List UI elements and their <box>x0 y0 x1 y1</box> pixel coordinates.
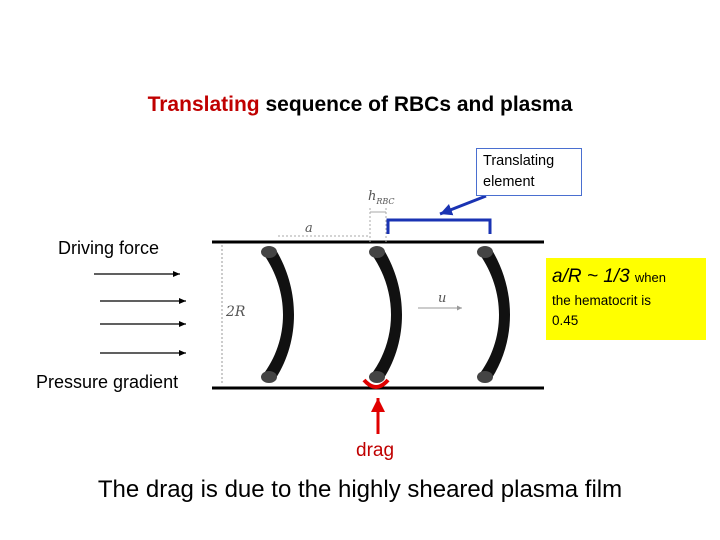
red-blood-cell-3 <box>477 246 510 383</box>
ratio-line3: 0.45 <box>552 313 579 328</box>
translating-element-label <box>476 148 582 196</box>
ratio-line2: the hematocrit is <box>552 293 652 308</box>
cell-thickness-label: $h_{RBC}$ <box>368 189 395 206</box>
drag-label: drag <box>356 440 395 461</box>
translating-element-pointer <box>440 196 486 214</box>
slide-caption: The drag is due to the highly sheared plasma film <box>97 476 623 503</box>
translating-element-line2: element <box>483 174 535 190</box>
spacing-label: a <box>305 221 313 236</box>
title-highlight: Translating <box>147 93 260 116</box>
velocity-label: u <box>438 291 447 306</box>
red-blood-cell-2 <box>369 246 402 383</box>
pressure-gradient-label: Pressure gradient <box>36 372 179 392</box>
ratio-expression: a/R ~ 1/3 <box>552 266 630 287</box>
ratio-note <box>546 258 706 340</box>
ratio-when: when <box>634 270 666 285</box>
diameter-label: 2R <box>226 304 246 320</box>
red-blood-cell-1 <box>261 246 294 383</box>
translating-element-line1: Translating <box>483 153 555 169</box>
ratio-line1 <box>552 264 700 291</box>
driving-force-label: Driving force <box>58 238 160 258</box>
title-rest: sequence of RBCs and plasma <box>259 93 573 116</box>
translating-element-bracket <box>388 220 490 234</box>
